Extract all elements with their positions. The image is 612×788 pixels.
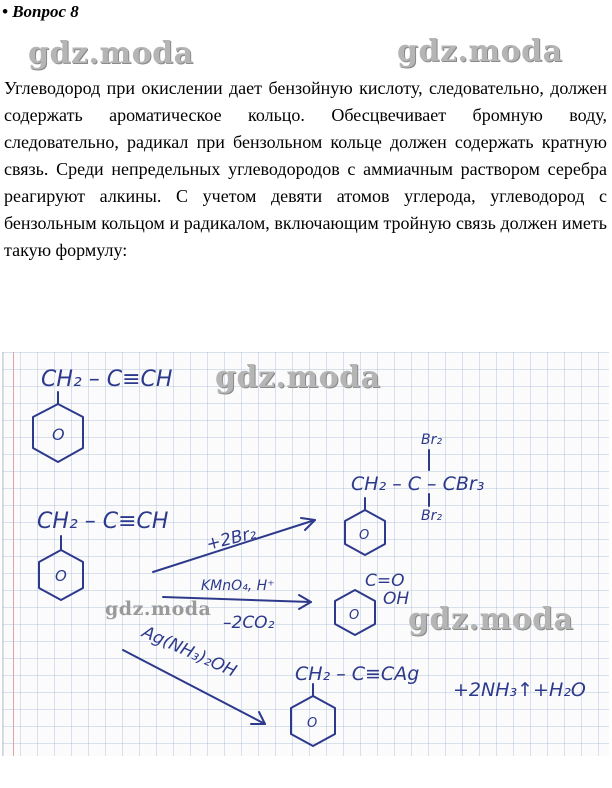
product-bromine-top: Br₂	[421, 432, 442, 448]
ring-label: O	[359, 528, 370, 543]
product-acid-oh: OH	[383, 589, 410, 609]
product-acid: C=O	[365, 571, 405, 591]
ring-label: O	[307, 716, 318, 731]
watermark: gdz.moda	[105, 598, 212, 620]
formula-reactant: CH₂ – C≡CH	[37, 509, 169, 534]
watermark: gdz.moda	[215, 360, 381, 395]
benzene-ring-main	[33, 392, 83, 462]
watermark: gdz.moda	[28, 36, 194, 71]
watermark: gdz.moda	[397, 34, 563, 69]
ring-label: O	[55, 567, 67, 585]
product-bromine-bottom: Br₂	[421, 508, 442, 524]
formula-main: CH₂ – C≡CH	[41, 367, 173, 392]
watermark: gdz.moda	[408, 602, 574, 637]
product-silver-chain: CH₂ – C≡CAg	[295, 663, 420, 685]
handwritten-solution-photo	[2, 352, 609, 756]
byproduct-oxidation: –2CO₂	[223, 613, 275, 633]
ring-label: O	[349, 608, 360, 623]
benzene-ring-bromine-product	[345, 498, 385, 555]
answer-text: Углеводород при окислении дает бензойную кислоту, следовательно, должен содержать ароматическое кольцо. Обесцвечивает бромную воду, следовательно, радикал при бензольном кольце должен содержать кратную связь. Среди непредельных углеводородов с аммиачным раствором серебра реагируют алкины. С учетом девяти атомов углерода, углеводород с бензольным кольцом и радикалом, включающим тройную связь должен иметь такую формулу:	[4, 78, 607, 260]
product-bromine-chain: CH₂ – C – CBr₃	[351, 473, 485, 495]
reagent-oxidation: KMnO₄, H⁺	[201, 578, 275, 594]
handwritten-reactions	[3, 352, 609, 756]
product-silver-rest: +2NH₃↑+H₂O	[453, 679, 586, 701]
benzene-ring-silver-product	[291, 684, 335, 746]
reagent-silver: Ag(NH₃)₂OH	[138, 622, 240, 682]
benzene-ring-acid	[335, 590, 375, 635]
ring-label: O	[52, 425, 65, 444]
reagent-bromine: +2Br₂	[204, 523, 259, 555]
benzene-ring-reactant	[39, 536, 83, 600]
question-title: • Вопрос 8	[2, 2, 79, 21]
